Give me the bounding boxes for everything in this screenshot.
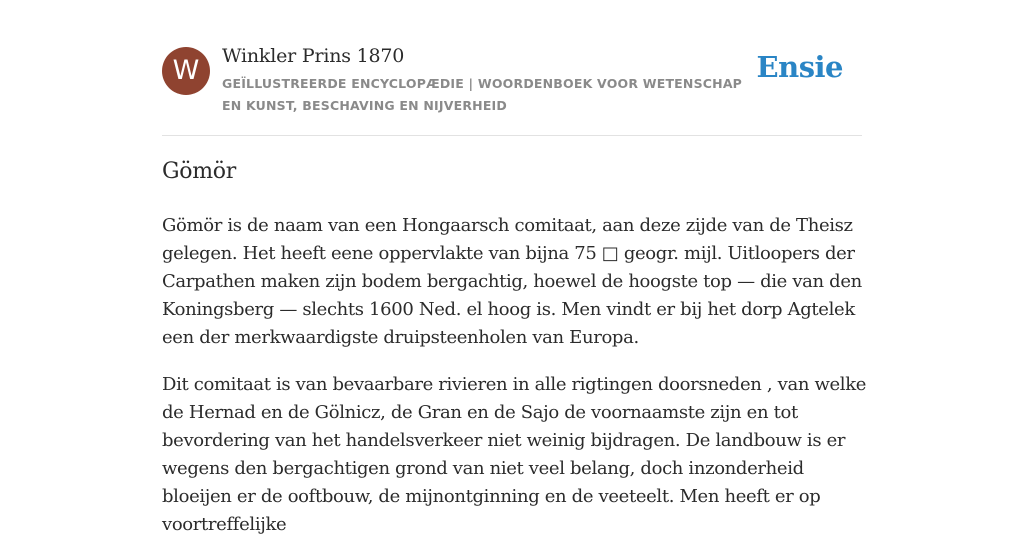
site-header — [162, 0, 862, 136]
source-subtitle: GEÏLLUSTREERDE ENCYCLOPÆDIE | WOORDENBOEK VOOR WETENSCHAP EN KUNST, BESCHAVING EN NIJVERHEID — [222, 76, 743, 113]
entry-body — [162, 212, 874, 558]
source-avatar[interactable]: W — [162, 47, 210, 95]
source-title[interactable]: Winkler Prins 1870 — [222, 45, 405, 67]
entry-paragraph-2: Dit comitaat is van bevaarbare rivieren in alle rigtingen doorsneden , van welke de Hernad en de Gölnicz, de Gran en de Sajo de voornaamste zijn en tot bevordering van het handelsverkeer niet weinig bijdragen. De landbouw is er wegens den bergachtigen grond van niet veel belang, doch inzonderheid bloeijen er de ooftbouw, de mijnontginning en de veeteelt. Men heeft er op voortreffelijke — [162, 374, 867, 535]
entry-paragraph-1: Gömör is de naam van een Hongaarsch comitaat, aan deze zijde van de Theisz gelegen. Het heeft eene oppervlakte van bijna 75 □ geogr. mijl. Uitloopers der Carpathen maken zijn bodem bergachtig, hoewel de hoogste top — die van den Koningsberg — slechts 1600 Ned. el hoog is. Men vindt er bij het dorp Agtelek een der merkwaardigste druipsteenholen van Europa. — [162, 215, 862, 348]
entry-title: Gömör — [162, 159, 236, 184]
ensie-logo[interactable]: Ensie — [756, 50, 843, 84]
page-container — [162, 0, 867, 535]
